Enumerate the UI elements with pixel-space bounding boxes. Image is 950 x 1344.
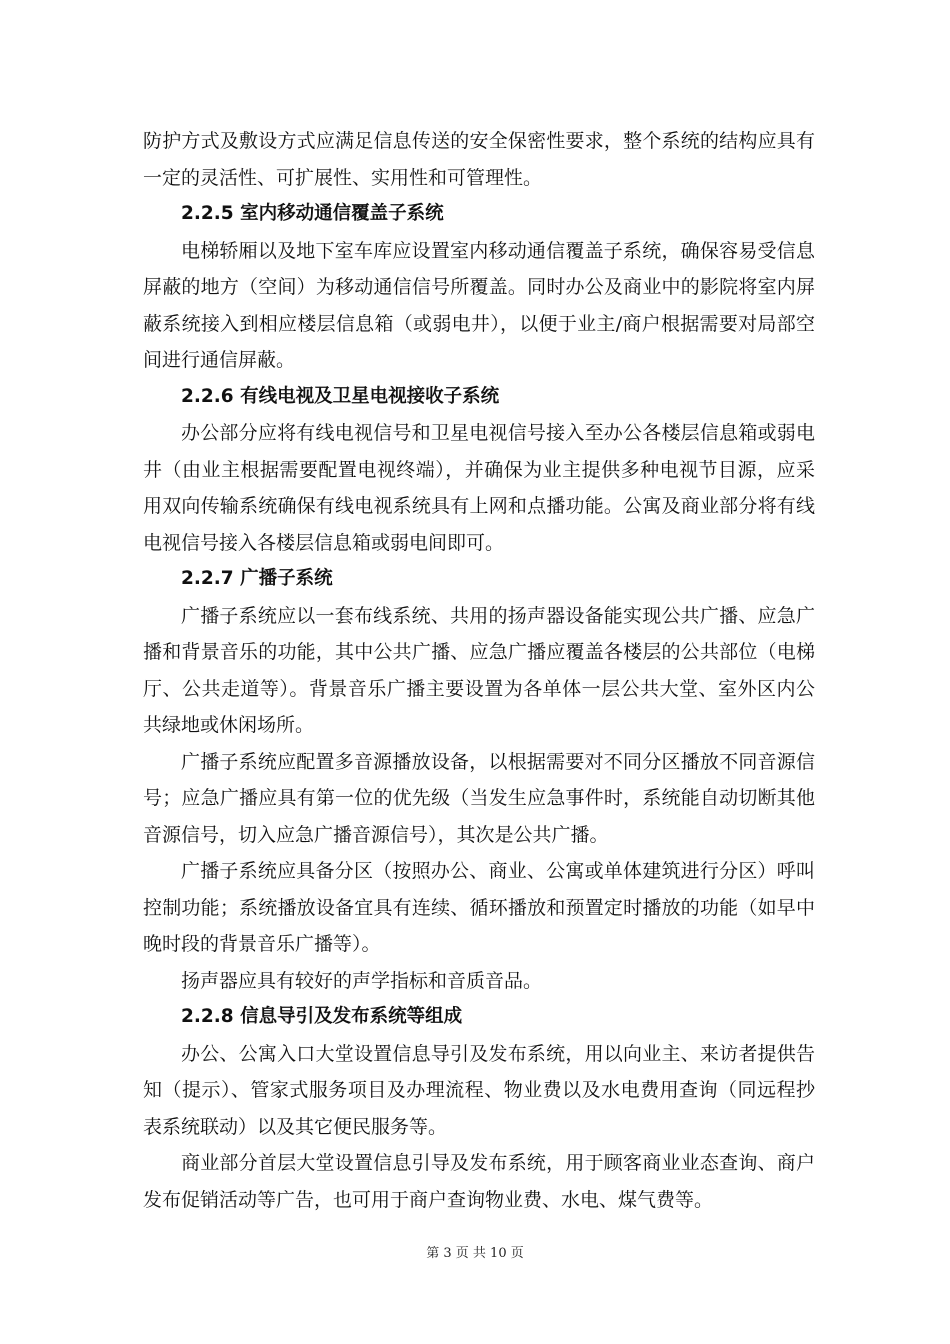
paragraph: 办公部分应将有线电视信号和卫星电视信号接入至办公各楼层信息箱或弱电井（由业主根据需要配置电视终端），并确保为业主提供多种电视节目源，应采用双向传输系统确保有线电视系统具有上网和点播功能。公寓及商业部分将有线电视信号接入各楼层信息箱或弱电间即可。 bbox=[143, 422, 815, 554]
page-footer: 第 3 页 共 10 页 bbox=[426, 1246, 524, 1261]
paragraph: 广播子系统应以一套布线系统、共用的扬声器设备能实现公共广播、应急广播和背景音乐的功能，其中公共广播、应急广播应覆盖各楼层的公共部位（电梯厅、公共走道等）。背景音乐广播主要设置为各单体一层公共大堂、室外区内公共绿地或休闲场所。 bbox=[143, 604, 815, 736]
paragraph: 办公、公寓入口大堂设置信息导引及发布系统，用以向业主、来访者提供告知（提示）、管家式服务项目及办理流程、物业费以及水电费用查询（同远程抄表系统联动）以及其它便民服务等。 bbox=[143, 1042, 815, 1138]
paragraph: 电梯轿厢以及地下室车库应设置室内移动通信覆盖子系统，确保容易受信息屏蔽的地方（空间）为移动通信信号所覆盖。同时办公及商业中的影院将室内屏蔽系统接入到相应楼层信息箱（或弱电井），以便于业主/商户根据需要对局部空间进行通信屏蔽。 bbox=[143, 239, 815, 371]
paragraph: 商业部分首层大堂设置信息引导及发布系统，用于顾客商业业态查询、商户发布促销活动等广告，也可用于商户查询物业费、水电、煤气费等。 bbox=[143, 1152, 815, 1211]
section-heading: 2.2.6 有线电视及卫星电视接收子系统 bbox=[181, 385, 500, 407]
paragraph: 广播子系统应配置多音源播放设备，以根据需要对不同分区播放不同音源信号；应急广播应具有第一位的优先级（当发生应急事件时，系统能自动切断其他音源信号，切入应急广播音源信号），其次是公共广播。 bbox=[143, 750, 815, 846]
paragraph: 扬声器应具有较好的声学指标和音质音品。 bbox=[181, 969, 543, 992]
document-body bbox=[143, 123, 815, 1218]
paragraph: 防护方式及敷设方式应满足信息传送的安全保密性要求，整个系统的结构应具有一定的灵活性、可扩展性、实用性和可管理性。 bbox=[143, 130, 815, 189]
paragraph: 广播子系统应具备分区（按照办公、商业、公寓或单体建筑进行分区）呼叫控制功能；系统播放设备宜具有连续、循环播放和预置定时播放的功能（如早中晚时段的背景音乐广播等）。 bbox=[143, 860, 815, 955]
section-heading: 2.2.5 室内移动通信覆盖子系统 bbox=[181, 203, 444, 224]
section-heading: 2.2.7 广播子系统 bbox=[181, 568, 333, 589]
section-heading: 2.2.8 信息导引及发布系统等组成 bbox=[181, 1006, 463, 1027]
